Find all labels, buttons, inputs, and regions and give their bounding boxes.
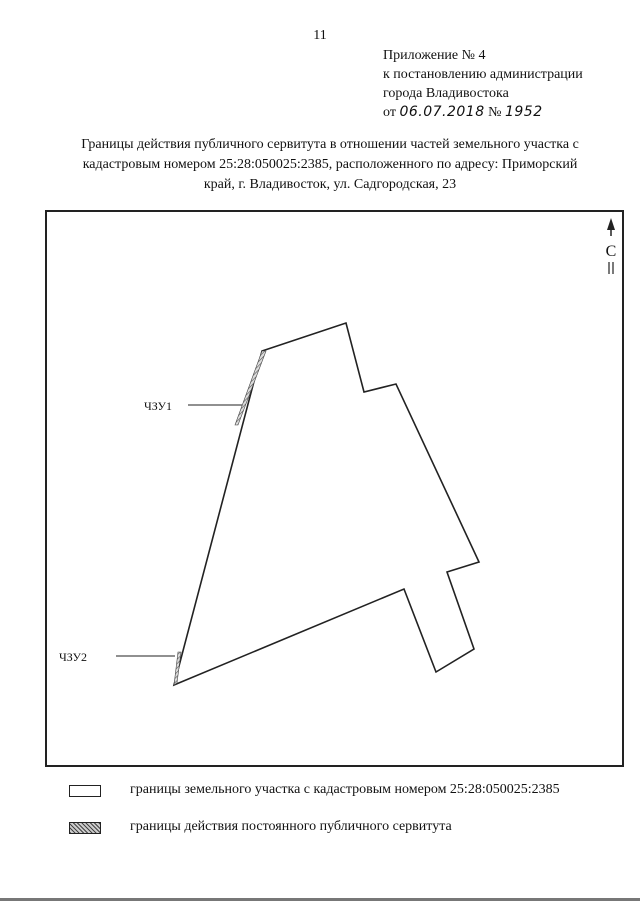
- appendix-city: города Владивостока: [383, 86, 509, 101]
- map-frame: [45, 210, 624, 767]
- legend-swatch-hatched: [69, 822, 101, 834]
- handwritten-date: 06.07.2018: [399, 104, 485, 120]
- appendix-block: [383, 46, 633, 122]
- label-chzu2: ЧЗУ2: [59, 650, 88, 664]
- servitude-strip-chzu2: [174, 652, 181, 685]
- north-label: С: [605, 243, 617, 260]
- page-number: 11: [313, 28, 327, 43]
- appendix-title: Приложение № 4: [383, 48, 486, 63]
- document-title: [60, 135, 600, 195]
- appendix-date-line: [383, 103, 633, 122]
- legend-text-servitude: границы действия постоянного публичного сервитута: [130, 819, 452, 834]
- page-bottom-rule: [0, 898, 640, 901]
- label-chzu1: ЧЗУ1: [144, 399, 173, 413]
- parcel-map: [47, 212, 622, 765]
- title-line-2: кадастровым номером 25:28:050025:2385, расположенного по адресу: Приморский: [82, 157, 578, 172]
- parcel-outline: [174, 323, 479, 685]
- servitude-strip-chzu1: [235, 351, 266, 425]
- legend-swatch-outline: [69, 785, 101, 797]
- title-line-1: Границы действия публичного сервитута в отношении частей земельного участка с: [81, 137, 579, 152]
- title-line-3: край, г. Владивосток, ул. Садгородская, 23: [203, 177, 457, 192]
- handwritten-number: 1952: [504, 104, 543, 120]
- appendix-resolution: к постановлению администрации: [383, 67, 583, 82]
- number-sign: №: [488, 105, 502, 120]
- legend-text-parcel: границы земельного участка с кадастровым номером 25:28:050025:2385: [130, 782, 560, 797]
- date-prefix: от: [383, 105, 396, 120]
